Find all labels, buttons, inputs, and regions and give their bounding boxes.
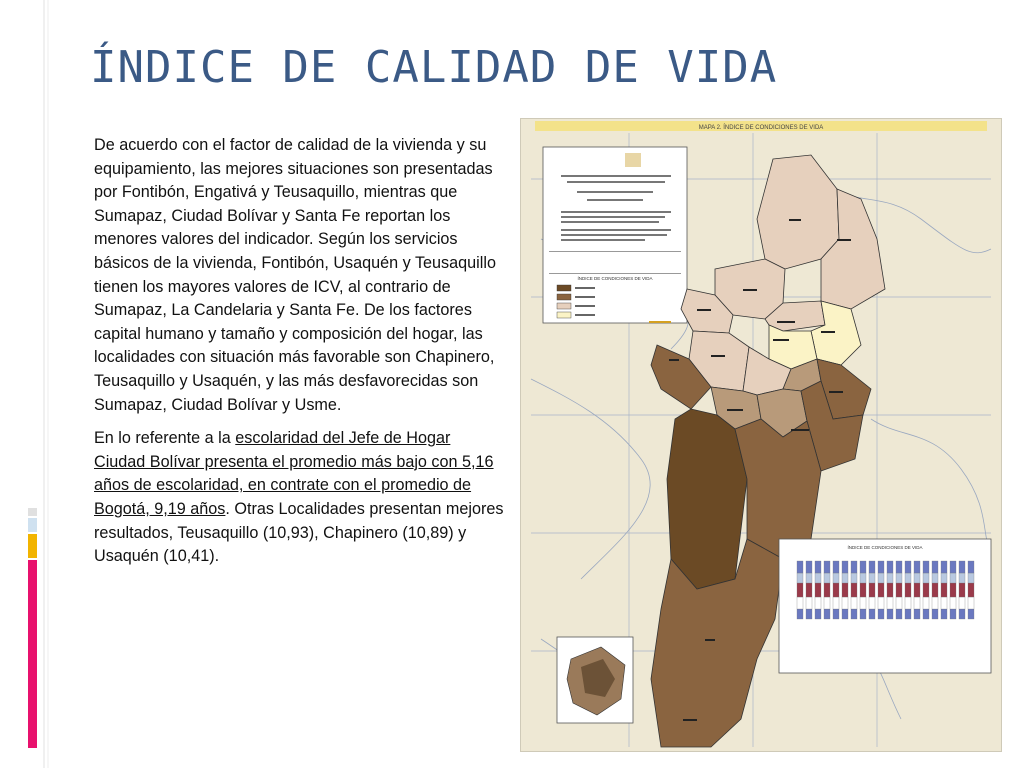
chart-bar-segment <box>815 573 821 583</box>
chart-bar-segment <box>896 573 902 583</box>
chart-bar-segment <box>833 597 839 609</box>
chart-bar-segment <box>842 561 848 573</box>
locality-ciudad-bolivar <box>667 409 747 589</box>
body-text <box>94 134 504 579</box>
chart-bar-segment <box>851 609 857 619</box>
chart-bar-segment <box>932 573 938 583</box>
chart-bar-segment <box>860 597 866 609</box>
map-header: MAPA 2. ÍNDICE DE CONDICIONES DE VIDA <box>698 125 824 131</box>
chart-bar-segment <box>833 561 839 573</box>
paragraph-2-prefix: En lo referente a la <box>94 429 236 448</box>
chart-bar-segment <box>887 573 893 583</box>
chart-bar-segment <box>797 597 803 609</box>
chart-bar-segment <box>968 573 974 583</box>
chart-bar-segment <box>896 609 902 619</box>
chart-bar-segment <box>815 609 821 619</box>
chart-bar-segment <box>824 609 830 619</box>
chart-bar-segment <box>869 561 875 573</box>
chart-bar-segment <box>950 609 956 619</box>
accent-bar-blue <box>28 518 37 532</box>
paragraph-2 <box>94 427 504 569</box>
chart-bar-segment <box>905 597 911 609</box>
chart-bar-segment <box>950 573 956 583</box>
chart-bar-segment <box>806 561 812 573</box>
chart-bar-segment <box>824 561 830 573</box>
chart-bar-segment <box>959 573 965 583</box>
chart-bar-segment <box>878 583 884 597</box>
chart-bar-segment <box>932 609 938 619</box>
chart-bar-segment <box>806 573 812 583</box>
chart-bar-segment <box>941 583 947 597</box>
chart-bar-segment <box>950 561 956 573</box>
chart-title: ÍNDICE DE CONDICIONES DE VIDA <box>847 545 923 550</box>
chart-bar-segment <box>932 597 938 609</box>
chart-bar-segment <box>914 573 920 583</box>
chart-bar-segment <box>878 609 884 619</box>
chart-bar-segment <box>869 597 875 609</box>
chart-bar-segment <box>896 561 902 573</box>
chart-bar-segment <box>914 583 920 597</box>
chart-bar-segment <box>851 561 857 573</box>
chart-bar-segment <box>905 609 911 619</box>
chart-bar-segment <box>851 583 857 597</box>
legend-title: ÍNDICE DE CONDICIONES DE VIDA <box>577 276 653 281</box>
chart-bar-segment <box>851 573 857 583</box>
chart-bar-segment <box>887 609 893 619</box>
chart-bar-segment <box>842 597 848 609</box>
chart-bar-segment <box>923 573 929 583</box>
chart-bar-segment <box>878 597 884 609</box>
accent-bar-pink <box>28 560 37 748</box>
chart-bar-segment <box>959 561 965 573</box>
accent-bar-yellow <box>28 534 37 558</box>
chart-bar-segment <box>959 583 965 597</box>
chart-bar-segment <box>932 583 938 597</box>
chart-bar-segment <box>941 597 947 609</box>
chart-bar-segment <box>860 583 866 597</box>
chart-bar-segment <box>860 561 866 573</box>
chart-bar-segment <box>797 573 803 583</box>
locality-suba <box>757 155 839 269</box>
paragraph-1: De acuerdo con el factor de calidad de la vivienda y su equipamiento, las mejores situaciones son presentadas por Fontibón, Engativá y Teusaquillo, mientras que Sumapaz, Ciudad Bolívar y Santa Fe reportan los menores valores del indicador. Según los servicios básicos de la vivienda, Fontibón, Usaquén y Teusaquillo tienen los mayores valores de ICV, al contrario de Sumapaz, La Candelaria y Santa Fe. De los factores capital humano y tamaño y composición del hogar, las localidades con situación más favorable son Chapinero, Teusaquillo y Usaquén, y las más desfavorecidas son Sumapaz, Ciudad Bolívar y Usme. <box>94 136 496 414</box>
chart-bar-segment <box>815 583 821 597</box>
map-drawing <box>521 119 1001 751</box>
chart-bar-segment <box>824 573 830 583</box>
chart-bar-segment <box>860 609 866 619</box>
chart-bar-segment <box>806 597 812 609</box>
chart-bar-segment <box>923 561 929 573</box>
chart-bar-segment <box>923 583 929 597</box>
chart-bar-segment <box>797 583 803 597</box>
chart-bar-segment <box>824 583 830 597</box>
chart-bar-segment <box>842 609 848 619</box>
chart-bar-segment <box>869 573 875 583</box>
chart-bar-segment <box>797 609 803 619</box>
chart-bar-segment <box>869 583 875 597</box>
accent-bar-gray <box>28 508 37 516</box>
chart-bar-segment <box>878 561 884 573</box>
chart-bar-segment <box>806 583 812 597</box>
accent-bars <box>28 508 37 750</box>
chart-bar-segment <box>878 573 884 583</box>
chart-bar-segment <box>833 583 839 597</box>
chart-bar-segment <box>905 573 911 583</box>
chart-bar-segment <box>896 583 902 597</box>
chart-bar-segment <box>833 609 839 619</box>
chart-bar-segment <box>851 597 857 609</box>
chart-bar-segment <box>905 561 911 573</box>
locality-usme <box>735 419 821 559</box>
chart-bar-segment <box>968 561 974 573</box>
chart-bar-segment <box>806 609 812 619</box>
chart-bar-segment <box>815 561 821 573</box>
chart-bar-segment <box>923 609 929 619</box>
chart-bar-segment <box>869 609 875 619</box>
chart-bar-segment <box>896 597 902 609</box>
slide-title: ÍNDICE DE CALIDAD DE VIDA <box>90 42 778 93</box>
chart-bar-segment <box>833 573 839 583</box>
paragraph-2-underlined: escolaridad del Jefe de Hogar Ciudad Bolívar presenta el promedio más bajo con 5,16 años de escolaridad, en contrate con el promedio de Bogotá, 9,19 años <box>94 429 494 518</box>
chart-bar-segment <box>941 561 947 573</box>
chart-bar-segment <box>950 583 956 597</box>
chart-bar-segment <box>959 609 965 619</box>
chart-bar-segment <box>932 561 938 573</box>
chart-bar-segment <box>923 597 929 609</box>
chart-bar-segment <box>797 561 803 573</box>
map-image <box>520 118 1002 752</box>
chart-bar-segment <box>842 583 848 597</box>
chart-bar-segment <box>887 583 893 597</box>
chart-bar-segment <box>968 609 974 619</box>
chart-bar-segment <box>968 583 974 597</box>
chart-bar-segment <box>914 597 920 609</box>
chart-bar-segment <box>887 561 893 573</box>
chart-bar-segment <box>968 597 974 609</box>
chart-bar-segment <box>941 609 947 619</box>
chart-bar-segment <box>914 609 920 619</box>
chart-bar-segment <box>914 561 920 573</box>
chart-bar-segment <box>887 597 893 609</box>
chart-bar-segment <box>905 583 911 597</box>
chart-bar-segment <box>815 597 821 609</box>
paragraph-2-suffix: . Otras Localidades presentan mejores resultados, Teusaquillo (10,93), Chapinero (10,89) y Usaquén (10,41). <box>94 499 504 566</box>
chart-bar-segment <box>959 597 965 609</box>
chart-bar-segment <box>941 573 947 583</box>
chart-bar-segment <box>860 573 866 583</box>
chart-bar-segment <box>824 597 830 609</box>
chart-bar-segment <box>842 573 848 583</box>
chart-bar-segment <box>950 597 956 609</box>
